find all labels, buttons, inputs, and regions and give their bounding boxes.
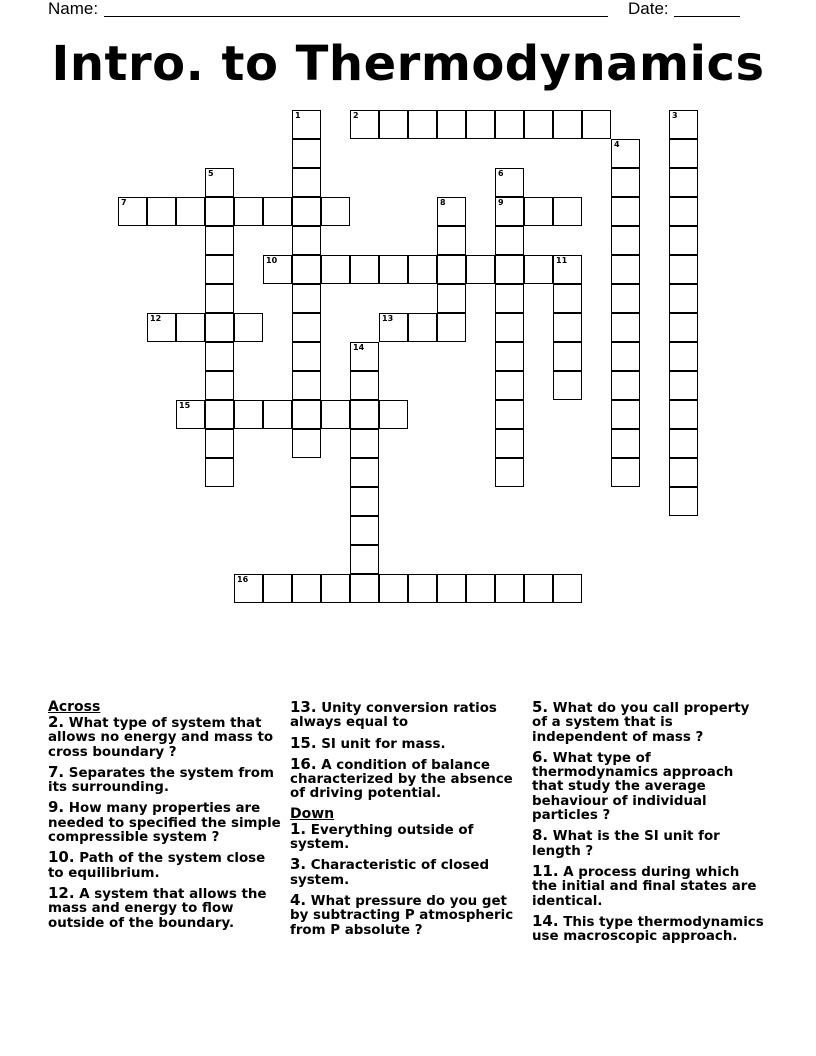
- clue-number: 11: [556, 256, 568, 265]
- grid-cell[interactable]: [669, 342, 698, 371]
- grid-cell[interactable]: [234, 400, 263, 429]
- grid-cell[interactable]: [553, 255, 582, 284]
- clue-number: 1: [295, 111, 301, 120]
- clue-number: 10: [266, 256, 278, 265]
- grid-cell[interactable]: [553, 197, 582, 226]
- clue-number: 12: [150, 314, 162, 323]
- grid-cell[interactable]: [263, 197, 292, 226]
- grid-cell[interactable]: [524, 255, 553, 284]
- grid-cell[interactable]: [205, 342, 234, 371]
- grid-cell[interactable]: [669, 487, 698, 516]
- grid-cell[interactable]: [176, 400, 205, 429]
- grid-cell[interactable]: [350, 110, 379, 139]
- clue-item: [290, 890, 526, 938]
- grid-cell[interactable]: [553, 574, 582, 603]
- clue-text: How many properties are needed to specified the simple compressible system ?: [48, 801, 281, 846]
- grid-cell[interactable]: [495, 284, 524, 313]
- grid-cell[interactable]: [350, 516, 379, 545]
- grid-cell[interactable]: [350, 574, 379, 603]
- clue-item: [290, 733, 526, 752]
- clue-number: 4: [614, 140, 620, 149]
- clue-number: 1.: [290, 819, 307, 838]
- grid-cell[interactable]: [292, 400, 321, 429]
- grid-cell[interactable]: [669, 139, 698, 168]
- grid-cell[interactable]: [292, 168, 321, 197]
- date-label: Date:: [628, 0, 669, 18]
- clue-number: 6: [498, 169, 504, 178]
- clue-text: A condition of balance characterized by the absence of driving potential.: [290, 757, 513, 802]
- grid-cell[interactable]: [553, 313, 582, 342]
- grid-cell[interactable]: [495, 574, 524, 603]
- clue-number: 15: [179, 401, 191, 410]
- clue-number: 15.: [290, 733, 317, 752]
- grid-cell[interactable]: [669, 400, 698, 429]
- grid-cell[interactable]: [321, 400, 350, 429]
- grid-cell[interactable]: [669, 168, 698, 197]
- grid-cell[interactable]: [466, 255, 495, 284]
- grid-cell[interactable]: [495, 429, 524, 458]
- clue-number: 3: [672, 111, 678, 120]
- grid-cell[interactable]: [350, 458, 379, 487]
- clue-text: Separates the system from its surrounding.: [48, 765, 274, 796]
- clues-column-3: [532, 700, 768, 949]
- clue-number: 7.: [48, 762, 65, 781]
- grid-cell[interactable]: [437, 255, 466, 284]
- clue-text: Path of the system close to equilibrium.: [48, 851, 266, 881]
- grid-cell[interactable]: [669, 197, 698, 226]
- clue-text: This type thermodynamics use macroscopic approach.: [532, 914, 764, 945]
- grid-cell[interactable]: [669, 226, 698, 255]
- clue-number: 13.: [290, 698, 317, 716]
- clues-column-1: [48, 700, 284, 936]
- grid-cell[interactable]: [669, 458, 698, 487]
- grid-cell[interactable]: [495, 342, 524, 371]
- grid-cell[interactable]: [582, 110, 611, 139]
- clue-text: A system that allows the mass and energy to flow outside of the boundary.: [48, 886, 267, 931]
- grid-cell[interactable]: [321, 197, 350, 226]
- grid-cell[interactable]: [408, 574, 437, 603]
- clue-number: 12.: [48, 883, 75, 902]
- clue-text: Unity conversion ratios always equal to: [290, 701, 497, 731]
- grid-cell[interactable]: [437, 313, 466, 342]
- grid-cell[interactable]: [437, 574, 466, 603]
- grid-cell[interactable]: [292, 371, 321, 400]
- clue-text: SI unit for mass.: [316, 736, 446, 752]
- grid-cell[interactable]: [176, 313, 205, 342]
- grid-cell[interactable]: [669, 255, 698, 284]
- clue-number: 3.: [290, 855, 307, 874]
- grid-cell[interactable]: [292, 226, 321, 255]
- clue-text: What type of system that allows no energy and mass to cross boundary ?: [48, 716, 274, 760]
- grid-cell[interactable]: [292, 574, 321, 603]
- grid-cell[interactable]: [350, 371, 379, 400]
- grid-cell[interactable]: [205, 255, 234, 284]
- clue-item: [290, 857, 526, 888]
- clue-number: 6.: [532, 747, 549, 766]
- clue-item: [532, 911, 768, 945]
- clue-item: [290, 700, 526, 731]
- grid-cell[interactable]: [553, 110, 582, 139]
- grid-cell[interactable]: [495, 197, 524, 226]
- grid-cell[interactable]: [205, 197, 234, 226]
- clue-item: [48, 800, 284, 845]
- grid-cell[interactable]: [292, 139, 321, 168]
- grid-cell[interactable]: [205, 400, 234, 429]
- grid-cell[interactable]: [437, 110, 466, 139]
- grid-cell[interactable]: [118, 197, 147, 226]
- grid-cell[interactable]: [495, 371, 524, 400]
- clue-item: [532, 747, 768, 824]
- grid-cell[interactable]: [408, 110, 437, 139]
- clue-number: 9: [498, 198, 504, 207]
- grid-cell[interactable]: [611, 400, 640, 429]
- grid-cell[interactable]: [611, 197, 640, 226]
- clue-text: Everything outside of system.: [290, 822, 474, 853]
- clue-item: [532, 861, 768, 909]
- clue-item: [48, 715, 284, 760]
- grid-cell[interactable]: [553, 371, 582, 400]
- grid-cell[interactable]: [669, 371, 698, 400]
- grid-cell[interactable]: [292, 197, 321, 226]
- grid-cell[interactable]: [669, 284, 698, 313]
- clue-text: What type of thermodynamics approach that study the average behaviour of individual particles ?: [532, 750, 734, 824]
- clue-text: What do you call property of a system that is independent of mass ?: [532, 701, 750, 745]
- grid-cell[interactable]: [263, 574, 292, 603]
- grid-cell[interactable]: [611, 139, 640, 168]
- grid-cell[interactable]: [408, 313, 437, 342]
- clue-number: 14.: [532, 911, 559, 930]
- clue-number: 2.: [48, 713, 65, 731]
- clue-number: 5: [208, 169, 214, 178]
- grid-cell[interactable]: [379, 574, 408, 603]
- grid-cell[interactable]: [495, 255, 524, 284]
- grid-cell[interactable]: [205, 458, 234, 487]
- grid-cell[interactable]: [350, 429, 379, 458]
- clue-number: 7: [121, 198, 127, 207]
- clue-item: [48, 762, 284, 796]
- grid-cell[interactable]: [495, 168, 524, 197]
- grid-cell[interactable]: [205, 313, 234, 342]
- grid-cell[interactable]: [350, 255, 379, 284]
- clue-number: 2: [353, 111, 359, 120]
- grid-cell[interactable]: [234, 574, 263, 603]
- grid-cell[interactable]: [292, 284, 321, 313]
- grid-cell[interactable]: [553, 342, 582, 371]
- grid-cell[interactable]: [205, 226, 234, 255]
- grid-cell[interactable]: [437, 197, 466, 226]
- clue-text: Characteristic of closed system.: [290, 858, 490, 888]
- clue-number: 14: [353, 343, 365, 352]
- grid-cell[interactable]: [495, 458, 524, 487]
- grid-cell[interactable]: [495, 400, 524, 429]
- clue-number: 13: [382, 314, 394, 323]
- grid-cell[interactable]: [495, 110, 524, 139]
- puzzle-title: Intro. to Thermodynamics: [51, 36, 765, 92]
- grid-cell[interactable]: [611, 342, 640, 371]
- grid-cell[interactable]: [524, 110, 553, 139]
- grid-cell[interactable]: [408, 255, 437, 284]
- clue-item: [532, 828, 768, 859]
- grid-cell[interactable]: [611, 284, 640, 313]
- grid-cell[interactable]: [524, 197, 553, 226]
- grid-cell[interactable]: [350, 545, 379, 574]
- clue-text: A process during which the initial and final states are identical.: [532, 864, 757, 909]
- clue-item: [48, 850, 284, 881]
- grid-cell[interactable]: [495, 313, 524, 342]
- grid-cell[interactable]: [350, 487, 379, 516]
- grid-cell[interactable]: [466, 574, 495, 603]
- grid-cell[interactable]: [611, 255, 640, 284]
- grid-cell[interactable]: [147, 197, 176, 226]
- grid-cell[interactable]: [350, 400, 379, 429]
- grid-cell[interactable]: [669, 429, 698, 458]
- grid-cell[interactable]: [437, 226, 466, 255]
- clue-item: [48, 883, 284, 931]
- grid-cell[interactable]: [669, 110, 698, 139]
- grid-cell[interactable]: [379, 313, 408, 342]
- across-heading: Across: [48, 699, 101, 715]
- clue-item: [532, 700, 768, 745]
- grid-cell[interactable]: [611, 371, 640, 400]
- clue-number: 16.: [290, 754, 317, 773]
- grid-cell[interactable]: [321, 574, 350, 603]
- grid-cell[interactable]: [321, 255, 350, 284]
- clue-number: 8: [440, 198, 446, 207]
- clue-item: [290, 819, 526, 853]
- clue-text: What pressure do you get by subtracting P atmospheric from P absolute ?: [290, 893, 514, 938]
- clue-number: 8.: [532, 826, 549, 845]
- grid-cell[interactable]: [495, 226, 524, 255]
- down-heading: Down: [290, 805, 335, 822]
- clue-number: 16: [237, 575, 249, 584]
- grid-cell[interactable]: [524, 574, 553, 603]
- grid-cell[interactable]: [292, 255, 321, 284]
- grid-cell[interactable]: [263, 255, 292, 284]
- clues-column-2: [290, 700, 526, 943]
- grid-cell[interactable]: [379, 255, 408, 284]
- clue-number: 10.: [48, 848, 75, 867]
- grid-cell[interactable]: [611, 429, 640, 458]
- grid-cell[interactable]: [205, 168, 234, 197]
- grid-cell[interactable]: [292, 429, 321, 458]
- grid-cell[interactable]: [205, 429, 234, 458]
- clue-text: What is the SI unit for length ?: [532, 829, 720, 859]
- grid-cell[interactable]: [292, 342, 321, 371]
- grid-cell[interactable]: [147, 313, 176, 342]
- grid-cell[interactable]: [205, 371, 234, 400]
- grid-cell[interactable]: [466, 110, 495, 139]
- clue-number: 9.: [48, 798, 65, 817]
- clue-item: [290, 754, 526, 802]
- grid-cell[interactable]: [234, 313, 263, 342]
- grid-cell[interactable]: [669, 313, 698, 342]
- grid-cell[interactable]: [379, 400, 408, 429]
- grid-cell[interactable]: [263, 400, 292, 429]
- grid-cell[interactable]: [176, 197, 205, 226]
- grid-cell[interactable]: [379, 110, 408, 139]
- clue-number: 11.: [532, 861, 559, 880]
- clue-number: 5.: [532, 698, 549, 716]
- grid-cell[interactable]: [437, 284, 466, 313]
- grid-cell[interactable]: [611, 313, 640, 342]
- grid-cell[interactable]: [611, 458, 640, 487]
- grid-cell[interactable]: [611, 168, 640, 197]
- grid-cell[interactable]: [205, 284, 234, 313]
- grid-cell[interactable]: [292, 110, 321, 139]
- grid-cell[interactable]: [553, 284, 582, 313]
- grid-cell[interactable]: [611, 226, 640, 255]
- grid-cell[interactable]: [234, 197, 263, 226]
- grid-cell[interactable]: [292, 313, 321, 342]
- grid-cell[interactable]: [350, 342, 379, 371]
- name-label: Name:: [48, 0, 99, 18]
- clue-number: 4.: [290, 890, 307, 909]
